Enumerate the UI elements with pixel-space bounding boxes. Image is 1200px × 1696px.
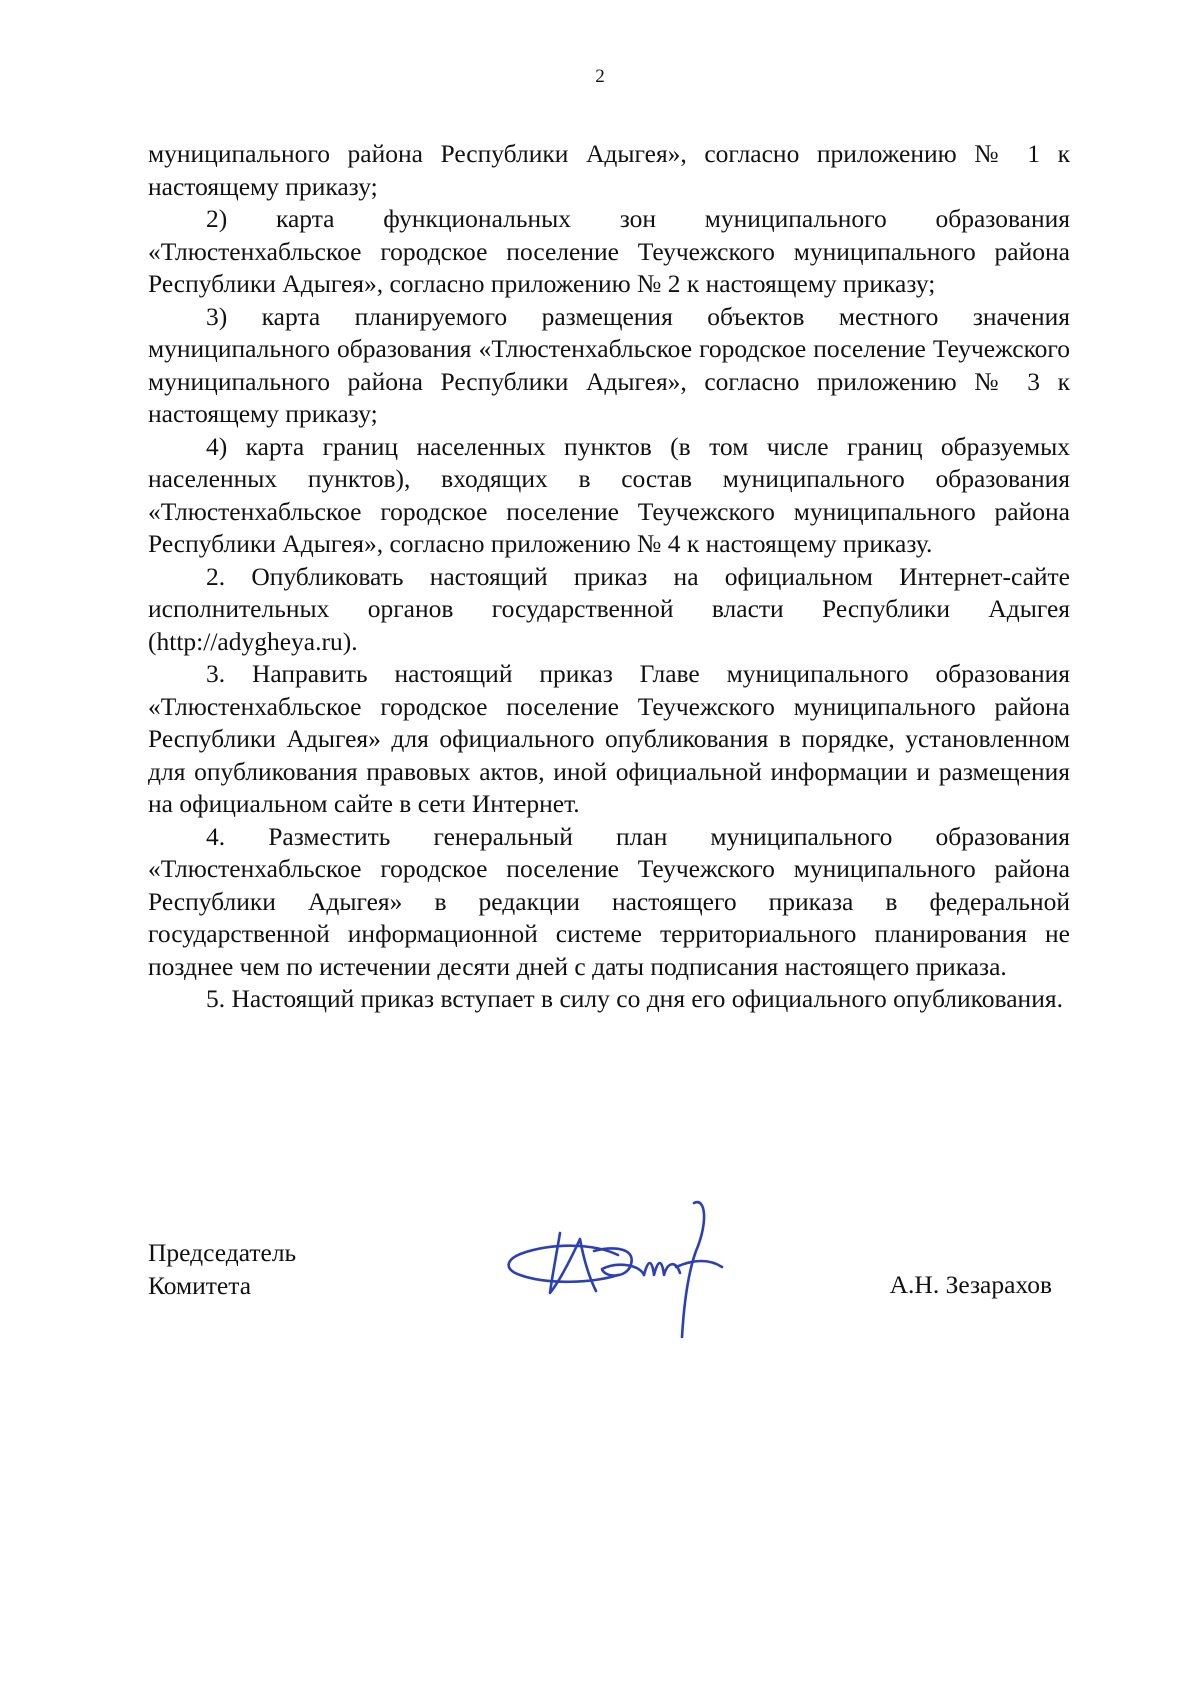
paragraph-continuation: муниципального района Республики Адыгея», согласно приложению № 1 к настоящему приказу;: [148, 139, 1070, 201]
signer-position-line1: Председатель: [148, 1238, 297, 1267]
signer-name: А.Н. Зезарахов: [889, 1270, 1052, 1299]
paragraph-item-3: 3) карта планируемого размещения объектов местного значения муниципального образования «Тлюстенхабльское городское поселение Теучежского муниципального района Республики Адыгея», согласно приложению № 3 к настоящему приказу;: [148, 301, 1070, 428]
signature-stroke: [682, 1202, 704, 1337]
signature-stroke: [550, 1233, 596, 1293]
signer-position-line2: Комитета: [148, 1270, 252, 1300]
signature-stroke: [594, 1248, 644, 1275]
signature-stroke: [644, 1263, 680, 1275]
document-body: [148, 138, 1070, 1016]
paragraph-clause-4: 4. Разместить генеральный план муниципального образования «Тлюстенхабльское городское поселение Теучежского муниципального района Республики Адыгея» в редакции настоящего приказа в федеральной государственной информационной системе территориального планирования не позднее чем по истечении десяти дней с даты подписания настоящего приказа.: [148, 821, 1070, 981]
signer-position: [148, 1237, 296, 1302]
paragraph-item-2: 2) карта функциональных зон муниципального образования «Тлюстенхабльское городское поселение Теучежского муниципального района Республики Адыгея», согласно приложению № 2 к настоящему приказу;: [148, 204, 1070, 298]
paragraph-clause-3: 3. Направить настоящий приказ Главе муниципального образования «Тлюстенхабльское городское поселение Теучежского муниципального района Республики Адыгея» для официального опубликования в порядке, установленном для опубликования правовых актов, иной официальной информации и размещения на официальном сайте в сети Интернет.: [148, 659, 1070, 818]
paragraph-clause-2: 2. Опубликовать настоящий приказ на официальном Интернет-сайте исполнительных органов государственной власти Республики Адыгея (http://adygheya.ru).: [148, 561, 1070, 656]
paragraph-clause-5: 5. Настоящий приказ вступает в силу со дня его официального опубликования.: [206, 984, 1063, 1013]
paragraph-item-4: 4) карта границ населенных пунктов (в том числе границ образуемых населенных пунктов), входящих в состав муниципального образования «Тлюстенхабльское городское поселение Теучежского муниципального района Республики Адыгея», согласно приложению № 4 к настоящему приказу.: [148, 431, 1070, 558]
signature-stroke: [509, 1246, 618, 1282]
handwritten-signature: [498, 1195, 738, 1345]
page-number: 2: [595, 66, 605, 87]
signature-stroke: [676, 1261, 722, 1267]
